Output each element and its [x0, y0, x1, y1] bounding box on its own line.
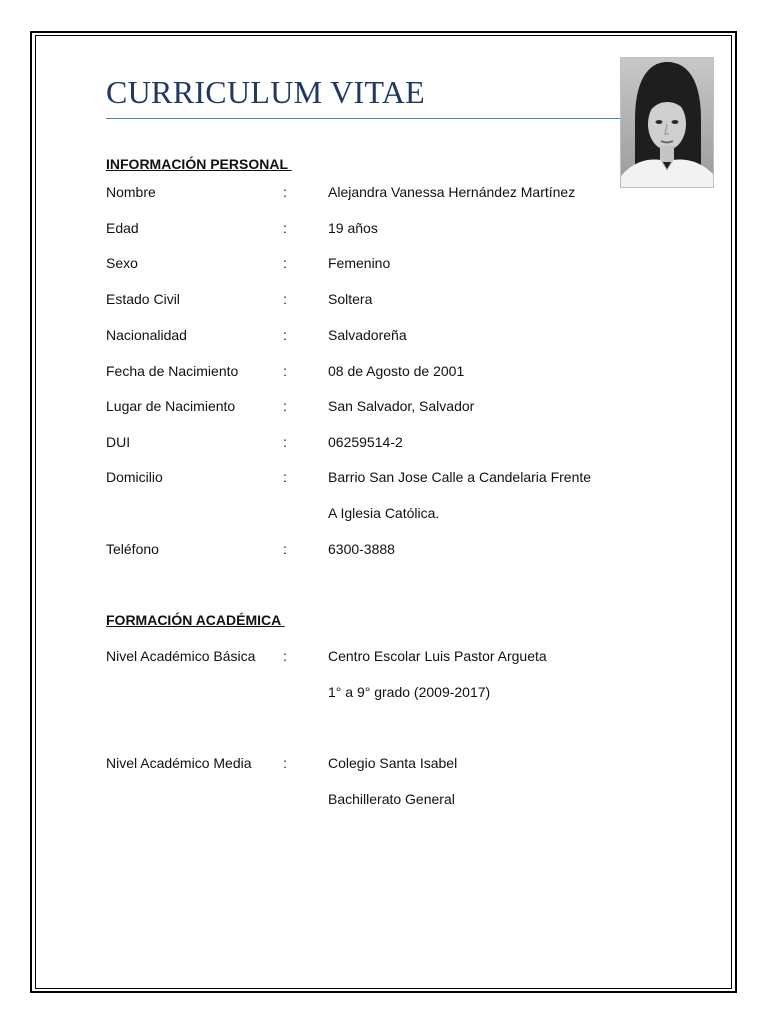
- row-colon: :: [283, 469, 287, 485]
- row-colon: :: [283, 541, 287, 557]
- row-value: San Salvador, Salvador: [328, 398, 475, 414]
- profile-photo: [620, 57, 714, 188]
- row-colon: :: [283, 755, 287, 771]
- row-value: Alejandra Vanessa Hernández Martínez: [328, 184, 576, 200]
- row-label: Lugar de Nacimiento: [106, 398, 236, 414]
- row-colon: :: [283, 363, 287, 379]
- row-colon: :: [283, 184, 287, 200]
- row-value: Barrio San Jose Calle a Candelaria Frente: [328, 469, 592, 485]
- row-label: Fecha de Nacimiento: [106, 363, 239, 379]
- row-value: Soltera: [328, 291, 373, 307]
- row-label: Edad: [106, 220, 139, 236]
- row-colon: :: [283, 434, 287, 450]
- row-value: 06259514-2: [328, 434, 403, 450]
- row-label: Nombre: [106, 184, 156, 200]
- title-underline: [106, 118, 626, 119]
- row-label: Nivel Académico Básica: [106, 648, 256, 664]
- row-label: Sexo: [106, 255, 138, 271]
- row-colon: :: [283, 291, 287, 307]
- section-heading-personal: INFORMACIÓN PERSONAL: [106, 156, 292, 172]
- row-value: Salvadoreña: [328, 327, 407, 343]
- row-colon: :: [283, 648, 287, 664]
- row-label: DUI: [106, 434, 131, 450]
- row-colon: :: [283, 255, 287, 271]
- row-value: 19 años: [328, 220, 378, 236]
- row-value: Femenino: [328, 255, 391, 271]
- document-title: CURRICULUM VITAE: [106, 74, 425, 110]
- row-label: Estado Civil: [106, 291, 180, 307]
- row-value: 08 de Agosto de 2001: [328, 363, 465, 379]
- row-label: Domicilio: [106, 469, 163, 485]
- row-label: Nacionalidad: [106, 327, 187, 343]
- row-colon: :: [283, 398, 287, 414]
- row-value: 6300-3888: [328, 541, 395, 557]
- media-continuation: Bachillerato General: [328, 791, 455, 807]
- row-colon: :: [283, 327, 287, 343]
- basica-continuation: 1° a 9° grado (2009-2017): [328, 684, 491, 700]
- section-heading-academic: FORMACIÓN ACADÉMICA: [106, 612, 285, 628]
- row-colon: :: [283, 220, 287, 236]
- row-label: Nivel Académico Media: [106, 755, 252, 771]
- row-value: Colegio Santa Isabel: [328, 755, 458, 771]
- row-value: Centro Escolar Luis Pastor Argueta: [328, 648, 547, 664]
- row-label: Teléfono: [106, 541, 159, 557]
- domicilio-continuation: A Iglesia Católica.: [328, 505, 440, 521]
